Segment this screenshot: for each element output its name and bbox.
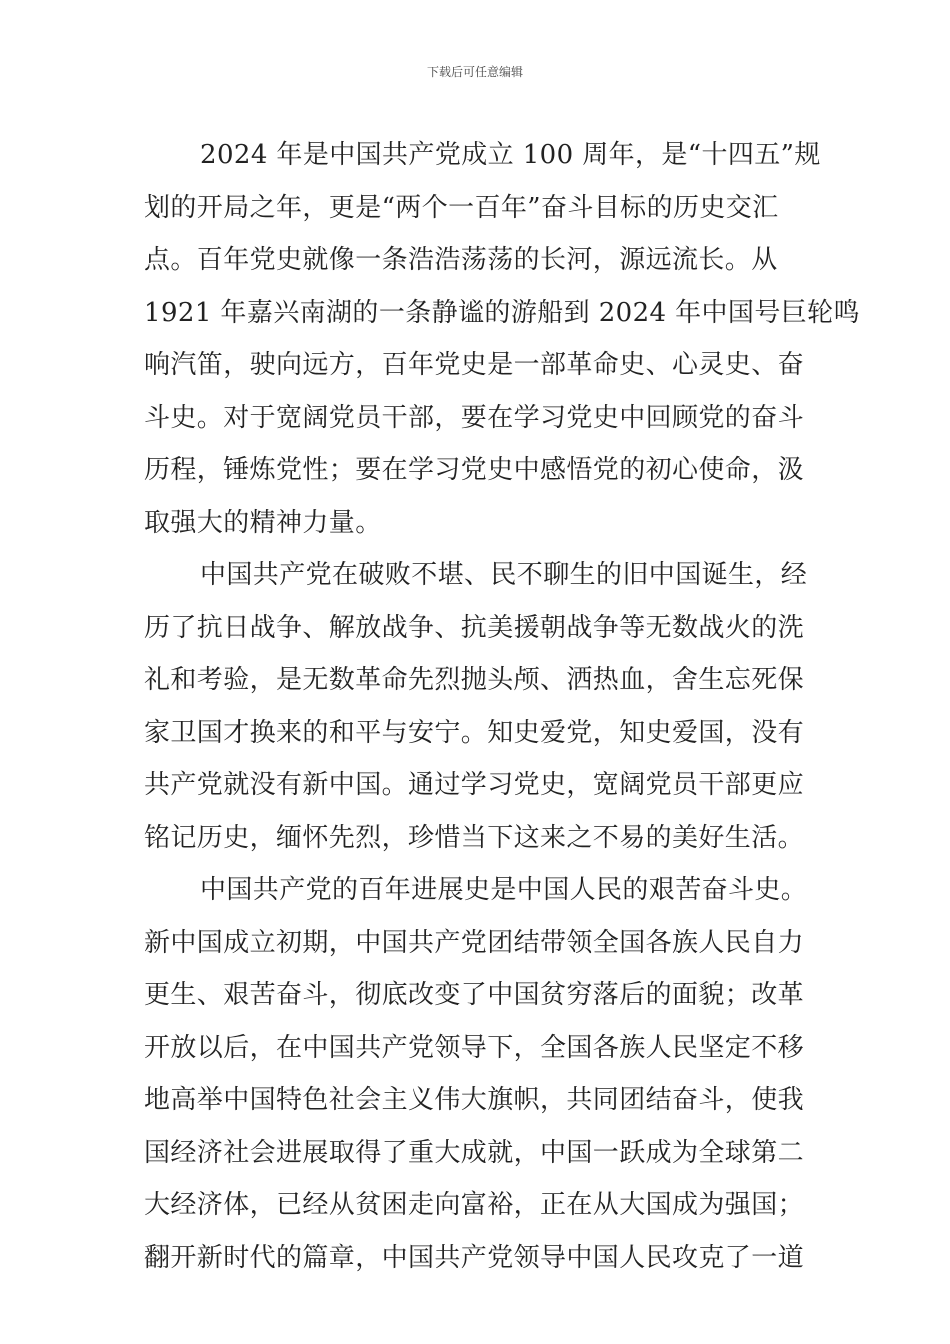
text-line: 国经济社会进展取得了重大成就，中国一跃成为全球第二: [144, 1137, 805, 1168]
text-line: 中国共产党的百年进展史是中国人民的艰苦奋斗史。: [200, 875, 808, 905]
text-line: 地高举中国特色社会主义伟大旗帜，共同团结奋斗，使我: [144, 1085, 805, 1115]
text-line: 斗史。对于宽阔党员干部，要在学习党史中回顾党的奋斗: [144, 402, 805, 433]
text-line: 大经济体，已经从贫困走向富裕，正在从大国成为强国；: [144, 1190, 805, 1220]
text-line: 点。百年党史就像一条浩浩荡荡的长河，源远流长。从: [144, 245, 778, 275]
text-line: 礼和考验，是无数革命先烈抛头颅、洒热血，舍生忘死保: [144, 665, 805, 695]
text-line: 历程，锤炼党性；要在学习党史中感悟党的初心使命，汲: [144, 455, 805, 485]
text-line: 2024 年是中国共产党成立 100 周年，是“十四五”规: [200, 140, 821, 170]
text-line: 历了抗日战争、解放战争、抗美援朝战争等无数战火的洗: [144, 612, 805, 643]
text-line: 共产党就没有新中国。通过学习党史，宽阔党员干部更应: [144, 770, 805, 800]
text-line: 开放以后，在中国共产党领导下，全国各族人民坚定不移: [144, 1032, 805, 1063]
paragraph-1: [144, 129, 860, 549]
page-header: 下载后可任意编辑: [426, 65, 523, 79]
text-line: 取强大的精神力量。: [144, 507, 382, 538]
text-line: 1921 年嘉兴南湖的一条静谧的游船到 2024 年中国号巨轮鸣: [144, 297, 860, 328]
text-line: 更生、艰苦奋斗，彻底改变了中国贫穷落后的面貌；改革: [144, 980, 805, 1010]
document-body: [144, 129, 860, 1284]
text-line: 翻开新时代的篇章，中国共产党领导中国人民攻克了一道: [144, 1242, 805, 1273]
paragraph-3: [144, 864, 806, 1284]
text-line: 中国共产党在破败不堪、民不聊生的旧中国诞生，经: [200, 560, 808, 590]
text-line: 家卫国才换来的和平与安宁。知史爱党，知史爱国，没有: [144, 717, 805, 748]
text-line: 响汽笛，驶向远方，百年党史是一部革命史、心灵史、奋: [144, 350, 805, 380]
text-line: 铭记历史，缅怀先烈，珍惜当下这来之不易的美好生活。: [144, 822, 805, 853]
paragraph-2: [144, 549, 806, 864]
text-line: 划的开局之年，更是“两个一百年”奋斗目标的历史交汇: [144, 192, 779, 223]
text-line: 新中国成立初期，中国共产党团结带领全国各族人民自力: [144, 927, 805, 958]
